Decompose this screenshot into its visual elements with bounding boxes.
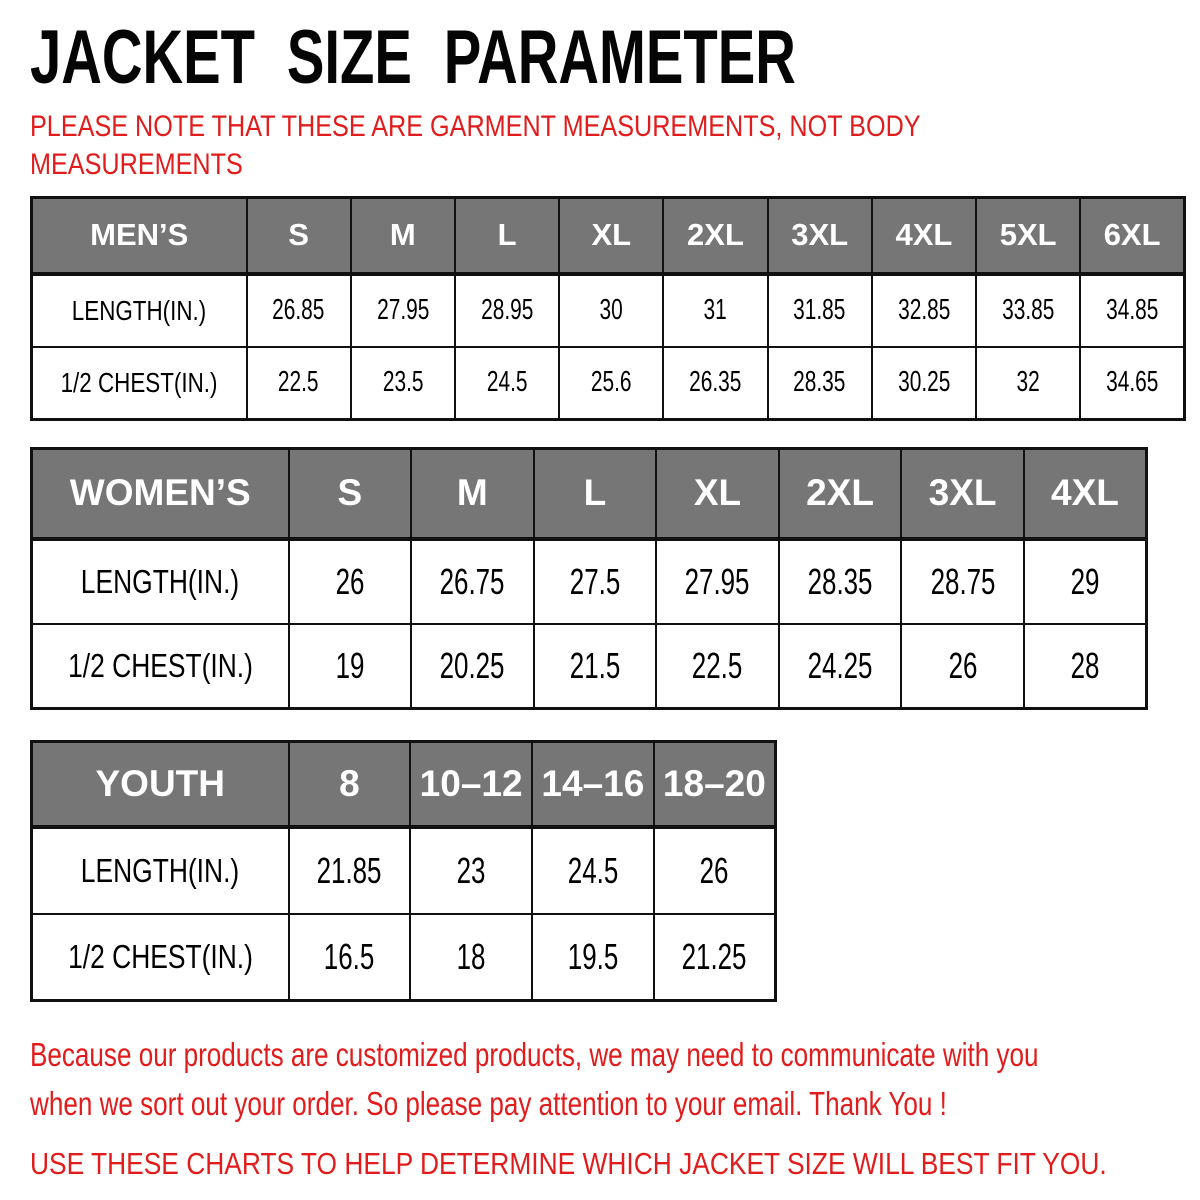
size-col-header: [1080, 198, 1184, 274]
cell-text: XL: [693, 472, 742, 514]
cell-text: 27.95: [376, 294, 429, 326]
value-cell: [901, 539, 1024, 624]
value-cell: [872, 347, 976, 420]
cell-text: 31: [703, 294, 728, 326]
size-col-header: [768, 198, 872, 274]
value-cell: [656, 624, 779, 709]
cell-text: M: [389, 217, 416, 253]
size-col-header: [289, 449, 412, 539]
cell-text: 5XL: [999, 217, 1057, 253]
cell-text: 1/2 CHEST(IN.): [67, 646, 253, 684]
cell-text: 1/2 CHEST(IN.): [67, 937, 253, 975]
cell-text: 28.95: [480, 294, 534, 326]
cell-text: 19: [335, 644, 365, 686]
value-cell: [289, 914, 411, 1001]
note-line: MEASUREMENTS: [30, 148, 243, 181]
value-cell: [532, 827, 654, 914]
value-cell: [1024, 624, 1147, 709]
cell-text: 1/2 CHEST(IN.): [60, 366, 218, 398]
cell-text: 26: [948, 644, 978, 686]
cell-text: 27.5: [569, 560, 621, 602]
cell-text: 26.75: [439, 560, 505, 602]
youth-table-title-cell: [32, 742, 289, 827]
value-cell: [872, 274, 976, 347]
womens-size-table: [30, 447, 1148, 710]
value-cell: [559, 274, 663, 347]
value-cell: [779, 624, 902, 709]
cell-text: 3XL: [928, 472, 997, 514]
size-col-header: [779, 449, 902, 539]
cell-text: YOUTH: [95, 762, 225, 804]
size-col-header: [976, 198, 1080, 274]
value-cell: [411, 624, 534, 709]
cell-text: 23: [456, 849, 486, 891]
cell-text: 4XL: [895, 217, 953, 253]
cell-text: 24.5: [486, 366, 528, 399]
value-cell: [455, 347, 559, 420]
cell-text: 26.35: [689, 366, 742, 399]
row-label-cell: [32, 914, 289, 1001]
value-cell: [901, 624, 1024, 709]
notice-line: Because our products are customized products, we may need to communicate with you: [30, 1036, 1039, 1073]
size-col-header: [872, 198, 976, 274]
cell-text: LENGTH(IN.): [72, 294, 207, 326]
cell-text: 21.25: [681, 935, 747, 977]
cell-text: 27.95: [685, 560, 750, 602]
value-cell: [976, 347, 1080, 420]
value-cell: [289, 827, 411, 914]
cell-text: 18–20: [662, 762, 766, 804]
cell-text: 23.5: [382, 366, 424, 399]
cell-text: 28.75: [930, 560, 996, 602]
size-col-header: [351, 198, 455, 274]
value-cell: [534, 539, 657, 624]
cell-text: WOMEN’S: [69, 472, 251, 514]
cell-text: 28: [1070, 644, 1100, 686]
cell-text: 8: [339, 762, 360, 804]
value-cell: [289, 539, 412, 624]
value-cell: [656, 539, 779, 624]
value-cell: [289, 624, 412, 709]
customization-notice: [30, 1030, 1200, 1128]
size-col-header: [656, 449, 779, 539]
value-cell: [1080, 274, 1184, 347]
cell-text: XL: [591, 217, 632, 253]
cell-text: 22.5: [692, 644, 743, 686]
cell-text: 3XL: [791, 217, 849, 253]
size-col-header: [534, 449, 657, 539]
size-col-header: [247, 198, 351, 274]
value-cell: [410, 827, 532, 914]
womens-table-title-cell: [32, 449, 289, 539]
cell-text: 28.35: [793, 366, 846, 399]
cell-text: 30: [599, 294, 623, 326]
value-cell: [247, 347, 351, 420]
notice-line: when we sort out your order. So please pay attention to your email. Thank You !: [30, 1085, 947, 1122]
cell-text: L: [497, 217, 517, 253]
value-cell: [410, 914, 532, 1001]
youth-size-table: [30, 740, 777, 1002]
row-label-cell: [32, 624, 289, 709]
value-cell: [455, 274, 559, 347]
cell-text: 4XL: [1051, 472, 1119, 514]
cell-text: 26: [335, 560, 365, 602]
cell-text: 21.5: [569, 644, 621, 686]
youth-length-row: [32, 827, 776, 914]
mens-size-table: [30, 196, 1186, 421]
value-cell: [247, 274, 351, 347]
cell-text: 28.35: [807, 560, 873, 602]
cell-text: 29: [1070, 560, 1100, 602]
cell-text: 24.25: [807, 644, 873, 686]
size-col-header: [663, 198, 767, 274]
size-col-header: [1024, 449, 1147, 539]
cell-text: S: [337, 472, 363, 514]
mens-length-row: [32, 274, 1185, 347]
size-col-header: [289, 742, 411, 827]
garment-measurement-note: [30, 108, 1090, 184]
note-line: PLEASE NOTE THAT THESE ARE GARMENT MEASUREMENTS, NOT BODY: [30, 110, 921, 143]
cell-text: 25.6: [590, 366, 632, 399]
cell-text: 10–12: [419, 762, 523, 804]
value-cell: [351, 347, 455, 420]
cell-text: MEN’S: [90, 217, 189, 253]
youth-chest-row: [32, 914, 776, 1001]
cell-text: 24.5: [567, 849, 619, 891]
value-cell: [351, 274, 455, 347]
size-col-header: [654, 742, 776, 827]
size-col-header: [410, 742, 532, 827]
mens-header-row: [32, 198, 1185, 274]
size-col-header: [901, 449, 1024, 539]
row-label-cell: [32, 347, 247, 420]
value-cell: [663, 347, 767, 420]
cell-text: 32.85: [897, 294, 951, 326]
womens-length-row: [32, 539, 1147, 624]
cell-text: M: [456, 472, 488, 514]
value-cell: [663, 274, 767, 347]
cell-text: 32: [1016, 366, 1040, 399]
youth-header-row: [32, 742, 776, 827]
row-label-cell: [32, 539, 289, 624]
value-cell: [534, 624, 657, 709]
size-col-header: [411, 449, 534, 539]
value-cell: [768, 347, 872, 420]
cell-text: 22.5: [278, 366, 319, 399]
row-label-cell: [32, 274, 247, 347]
cell-text: 18: [456, 935, 486, 977]
cell-text: 2XL: [687, 217, 744, 253]
cell-text: 34.65: [1105, 366, 1159, 399]
cell-text: 30.25: [897, 366, 951, 399]
value-cell: [1024, 539, 1147, 624]
cell-text: 2XL: [806, 472, 874, 514]
womens-header-row: [32, 449, 1147, 539]
size-col-header: [559, 198, 663, 274]
mens-chest-row: [32, 347, 1185, 420]
cell-text: 20.25: [439, 644, 505, 686]
cell-text: 26.85: [272, 294, 325, 326]
cell-text: 26: [699, 849, 729, 891]
cell-text: 21.85: [316, 849, 382, 891]
cell-text: 16.5: [324, 935, 375, 977]
mens-table-title-cell: [32, 198, 247, 274]
value-cell: [654, 827, 776, 914]
value-cell: [532, 914, 654, 1001]
cell-text: 31.85: [793, 294, 846, 326]
value-cell: [779, 539, 902, 624]
cell-text: 33.85: [1002, 294, 1055, 326]
cell-text: 6XL: [1103, 217, 1161, 253]
cell-text: LENGTH(IN.): [81, 562, 240, 600]
row-label-cell: [32, 827, 289, 914]
value-cell: [976, 274, 1080, 347]
page-title: JACKET SIZE PARAMETER: [30, 15, 796, 100]
cell-text: 34.85: [1105, 294, 1159, 326]
charts-usage-note: USE THESE CHARTS TO HELP DETERMINE WHICH JACKET SIZE WILL BEST FIT YOU.: [30, 1146, 1107, 1181]
value-cell: [559, 347, 663, 420]
cell-text: S: [288, 217, 309, 253]
value-cell: [1080, 347, 1184, 420]
cell-text: L: [583, 472, 607, 514]
cell-text: 19.5: [567, 935, 619, 977]
value-cell: [654, 914, 776, 1001]
value-cell: [411, 539, 534, 624]
cell-text: LENGTH(IN.): [81, 851, 240, 889]
cell-text: 14–16: [541, 762, 645, 804]
womens-chest-row: [32, 624, 1147, 709]
size-col-header: [455, 198, 559, 274]
size-col-header: [532, 742, 654, 827]
value-cell: [768, 274, 872, 347]
